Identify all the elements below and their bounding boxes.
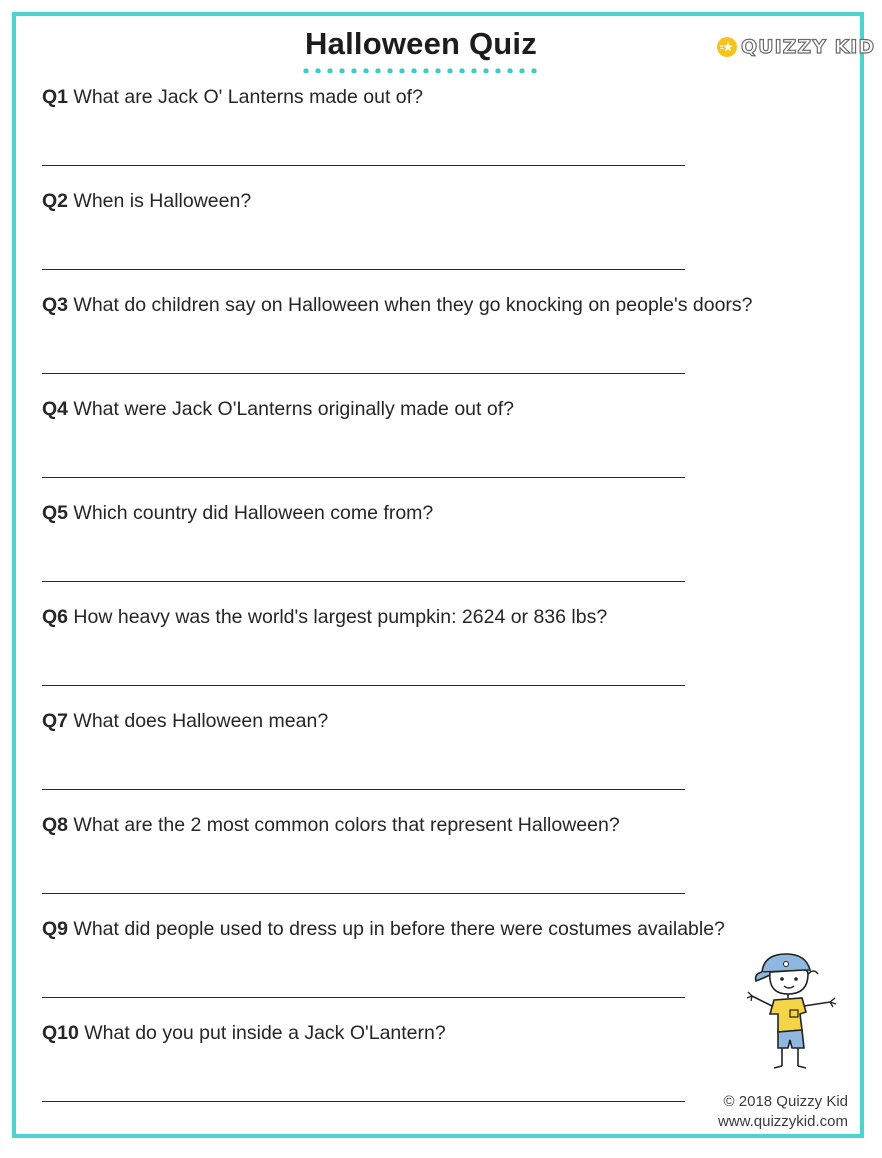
- answer-line[interactable]: [42, 165, 685, 166]
- question-item: [42, 606, 832, 710]
- question-number: Q8: [42, 814, 69, 836]
- question-number: Q2: [42, 190, 69, 212]
- answer-line[interactable]: [42, 373, 685, 374]
- question-item: [42, 502, 832, 606]
- question-number: Q3: [42, 294, 69, 316]
- title-underline-dots: [300, 68, 540, 73]
- answer-line[interactable]: [42, 893, 685, 894]
- question-label: How heavy was the world's largest pumpkin: 2624 or 836 lbs?: [68, 606, 608, 628]
- logo-text: QUIZZY KID: [741, 36, 876, 58]
- copyright-text: © 2018 Quizzy Kid: [723, 1093, 848, 1110]
- question-number: Q1: [42, 86, 69, 108]
- question-item: [42, 918, 832, 1022]
- question-label: What are the 2 most common colors that represent Halloween?: [68, 814, 620, 836]
- question-label: What are Jack O' Lanterns made out of?: [68, 86, 423, 108]
- question-label: When is Halloween?: [68, 190, 252, 212]
- question-label: What did people used to dress up in before there were costumes available?: [68, 918, 725, 940]
- question-label: What do you put inside a Jack O'Lantern?: [78, 1022, 446, 1044]
- answer-line[interactable]: [42, 269, 685, 270]
- question-number: Q9: [42, 918, 69, 940]
- question-text: [42, 294, 753, 317]
- question-label: Which country did Halloween come from?: [68, 502, 434, 524]
- answer-line[interactable]: [42, 581, 685, 582]
- copyright-block: [718, 1092, 848, 1132]
- question-item: [42, 1022, 832, 1126]
- question-number: Q10: [42, 1022, 79, 1044]
- page-title: Halloween Quiz: [305, 26, 537, 61]
- question-item: [42, 294, 832, 398]
- cartoon-boy-icon: [742, 948, 842, 1079]
- question-text: [42, 606, 607, 629]
- question-label: What does Halloween mean?: [68, 710, 329, 732]
- question-item: [42, 86, 832, 190]
- answer-line[interactable]: [42, 1101, 685, 1102]
- question-number: Q6: [42, 606, 69, 628]
- question-item: [42, 190, 832, 294]
- question-text: [42, 918, 725, 941]
- question-item: [42, 398, 832, 502]
- question-item: [42, 814, 832, 918]
- question-text: [42, 710, 328, 733]
- answer-line[interactable]: [42, 477, 685, 478]
- answer-line[interactable]: [42, 685, 685, 686]
- quizzy-kid-logo: [717, 36, 875, 58]
- website-link[interactable]: www.quizzykid.com: [717, 1113, 848, 1130]
- question-number: Q7: [42, 710, 69, 732]
- question-label: What do children say on Halloween when they go knocking on people's doors?: [68, 294, 753, 316]
- question-text: [42, 398, 514, 421]
- question-text: [42, 814, 620, 837]
- logo-star-icon: [717, 37, 737, 57]
- question-text: [42, 190, 251, 213]
- question-text: [42, 1022, 446, 1045]
- question-number: Q5: [42, 502, 69, 524]
- question-list: [42, 86, 832, 1126]
- answer-line[interactable]: [42, 997, 685, 998]
- question-text: [42, 502, 433, 525]
- question-label: What were Jack O'Lanterns originally made out of?: [68, 398, 514, 420]
- question-item: [42, 710, 832, 814]
- question-text: [42, 86, 423, 109]
- question-number: Q4: [42, 398, 69, 420]
- answer-line[interactable]: [42, 789, 685, 790]
